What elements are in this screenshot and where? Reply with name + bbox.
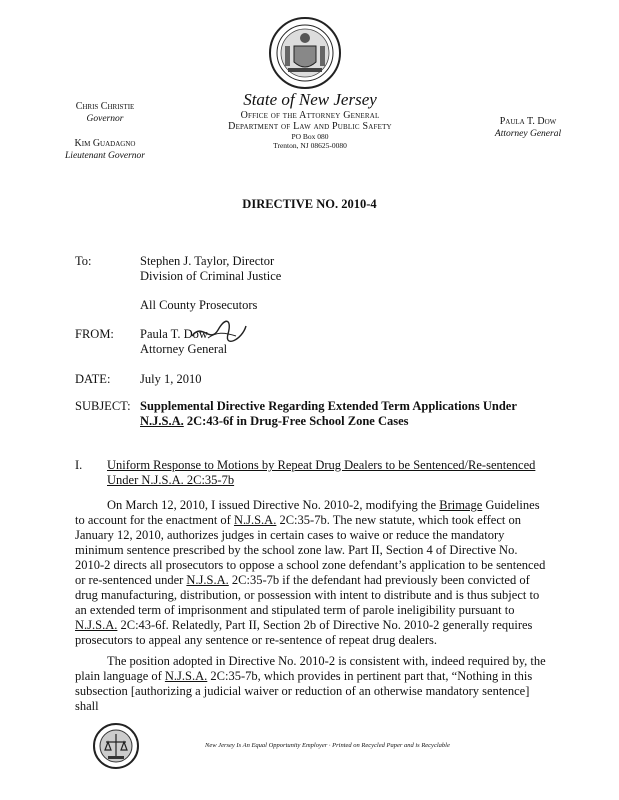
from-name: Paula T. Dow	[140, 327, 208, 341]
state-name: State of New Jersey	[243, 90, 377, 109]
to-value	[140, 254, 281, 313]
section-title: Uniform Response to Motions by Repeat Drug Dealers to be Sentenced/Re-sentenced Under N.J.S.A. 2C:35-7b	[107, 458, 536, 487]
state-seal-icon	[268, 16, 342, 90]
citation: N.J.S.A.	[140, 414, 184, 428]
justice-seal-icon	[92, 722, 140, 770]
paragraph-1: On March 12, 2010, I issued Directive No. 2010-2, modifying the Brimage Guidelines to account for the enactment of N.J.S.A. 2C:35-7b. The new statute, which took effect on January 12, 2010, authorizes judges in certain cases to waive or reduce the mandatory minimum sentence prescribed by the school zone law. Part II, Section 4 of Directive No. 2010-2 directs all prosecutors to oppose a school zone defendant’s application to be sentenced or re-sentenced under N.J.S.A. 2C:35-7b if the defendant had previously been convicted of drug manufacturing, distribution, or possession with intent to distribute and is thus subject to an extended term of imprisonment and stipulated term of parole ineligibility pursuant to N.J.S.A. 2C:43-6f. Relatedly, Part II, Section 2b of Directive No. 2010-2 generally requires prosecutors to appeal any sentence or re-sentence of repeat drug dealers.	[75, 498, 546, 647]
footer-text: New Jersey Is An Equal Opportunity Employer · Printed on Recycled Paper and is Recyclable	[205, 742, 450, 749]
to-line: Stephen J. Taylor, Director	[140, 254, 275, 268]
lt-governor-name: Kim Guadagno	[74, 138, 136, 149]
attorney-general-block	[487, 116, 569, 140]
signature-icon	[188, 318, 248, 346]
governor-name: Chris Christie	[75, 101, 135, 112]
city-address: Trenton, NJ 08625-0080	[273, 141, 347, 150]
subject-line: N.J.S.A. 2C:43-6f in Drug-Free School Zone Cases	[140, 414, 409, 428]
paragraph-2: The position adopted in Directive No. 2010-2 is consistent with, indeed required by, the plain language of N.J.S.A. 2C:35-7b, which provides in pertinent part that, “Nothing in this subsection [authorizing a judicial waiver or reduction of an otherwise mandatory sentence] shall	[75, 654, 546, 713]
ag-title: Attorney General	[494, 129, 562, 139]
subject-value	[140, 399, 560, 429]
to-line: All County Prosecutors	[140, 298, 258, 312]
section-number: I.	[75, 458, 83, 472]
date-value: July 1, 2010	[140, 372, 202, 386]
governor-block	[65, 101, 145, 162]
department-name: Department of Law and Public Safety	[228, 121, 392, 132]
subject-label: SUBJECT:	[75, 399, 131, 413]
office-name: Office of the Attorney General	[240, 110, 380, 121]
to-label: To:	[75, 254, 92, 268]
date-label: DATE:	[75, 372, 111, 386]
lt-governor-title: Lieutenant Governor	[65, 151, 145, 161]
directive-title: DIRECTIVE NO. 2010-4	[242, 197, 377, 211]
to-line: Division of Criminal Justice	[140, 269, 282, 283]
from-title: Attorney General	[140, 342, 228, 356]
governor-title: Governor	[86, 114, 124, 124]
subject-line: Supplemental Directive Regarding Extended Term Applications Under	[140, 399, 517, 413]
from-label: FROM:	[75, 327, 114, 341]
letterhead-center	[200, 90, 420, 150]
ag-name: Paula T. Dow	[499, 116, 557, 127]
po-box: PO Box 080	[291, 132, 329, 141]
